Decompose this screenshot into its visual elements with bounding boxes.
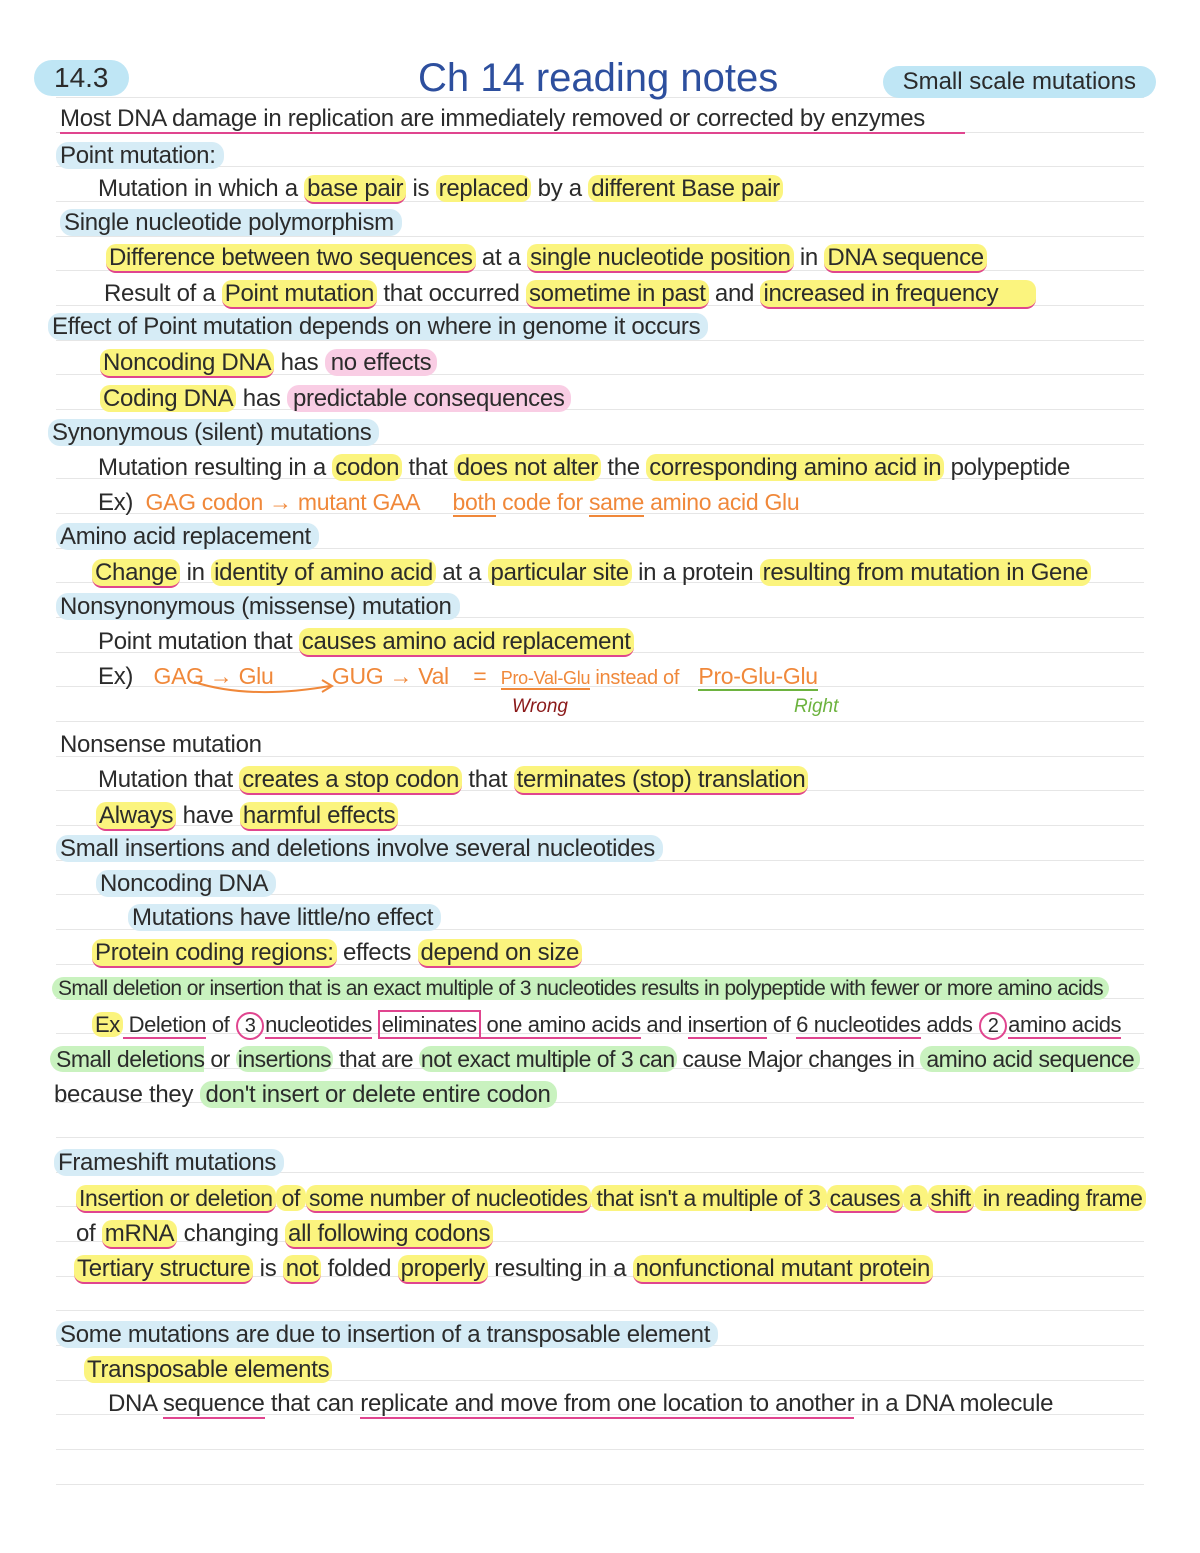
note-line <box>108 1389 1053 1419</box>
note-line <box>92 558 1091 588</box>
highlight: creates a stop codon <box>239 766 462 795</box>
highlight: Coding DNA <box>100 385 236 412</box>
note-heading <box>56 141 224 171</box>
highlight: not exact multiple of 3 can <box>420 1046 675 1072</box>
note-text: replicate and move from one location to another <box>360 1390 855 1417</box>
note-text: has <box>274 349 325 376</box>
highlight: base pair <box>304 175 406 204</box>
highlight: Change <box>92 559 180 588</box>
heading-transposable-insertion: Some mutations are due to insertion of a transposable element <box>56 1321 718 1348</box>
note-heading <box>56 522 319 552</box>
note-text: the <box>600 454 647 481</box>
highlight: Noncoding DNA <box>100 349 274 378</box>
rule-line <box>56 721 1144 722</box>
highlight: particular site <box>488 559 632 586</box>
highlight: a <box>903 1185 928 1211</box>
note-line <box>98 453 1070 483</box>
rule-line <box>56 1484 1144 1485</box>
note-text: Mutation that <box>98 766 240 793</box>
note-text: because they <box>54 1081 200 1108</box>
note-text: Point mutation that <box>98 628 299 655</box>
circled-number: 2 <box>979 1012 1007 1040</box>
note-text: that can <box>264 1390 361 1417</box>
note-line <box>84 1355 332 1385</box>
note-heading <box>48 312 708 342</box>
highlight: increased in frequency <box>760 280 1036 309</box>
note-text: of <box>206 1012 236 1037</box>
note-line <box>128 903 441 933</box>
handwritten-example: code for <box>496 489 589 515</box>
heading-point-mutation: Point mutation: <box>56 142 224 169</box>
note-text: at a <box>435 559 488 586</box>
handwritten-example: instead of <box>590 667 685 689</box>
highlight: Protein coding regions: <box>92 939 337 968</box>
note-text: Mutation resulting in a <box>98 454 333 481</box>
note-text: is <box>406 175 436 202</box>
highlight: Insertion or deletion <box>76 1185 276 1213</box>
note-text: is <box>253 1255 283 1282</box>
highlight: corresponding amino acid in <box>646 454 944 481</box>
note-line <box>54 1080 557 1110</box>
note-line <box>76 1219 493 1249</box>
heading-effect-point-mutation: Effect of Point mutation depends on where in genome it occurs <box>48 313 708 340</box>
note-heading <box>48 418 379 448</box>
rule-line <box>56 1310 1144 1311</box>
highlight: mRNA <box>102 1220 177 1249</box>
note-text: in <box>180 559 212 586</box>
note-text: effects <box>336 939 418 966</box>
note-text: nucleotides <box>265 1012 372 1037</box>
note-text: insertion <box>687 1012 768 1037</box>
highlight: single nucleotide position <box>527 244 793 273</box>
highlight: Small deletion or insertion that is an exact multiple of 3 nucleotides results in polypeptide with fewer or more amino acids <box>52 977 1109 1000</box>
highlight: sometime in past <box>526 280 709 309</box>
highlight: not <box>283 1255 321 1284</box>
note-text: adds <box>920 1012 979 1037</box>
highlight: causes amino acid replacement <box>299 628 634 657</box>
highlight: Tertiary structure <box>74 1255 253 1284</box>
highlight: different Base pair <box>588 175 783 202</box>
highlight: DNA sequence <box>824 244 987 273</box>
handwritten-example: GUG → Val <box>331 663 449 689</box>
heading-nonsense: Nonsense mutation <box>60 731 262 758</box>
note-line <box>98 627 634 657</box>
note-line <box>60 104 965 134</box>
handwritten-example: Pro-Glu-Glu <box>698 663 818 689</box>
note-line <box>52 974 1109 1004</box>
note-text: cause Major changes in <box>676 1046 921 1072</box>
highlight: terminates (stop) translation <box>514 766 809 795</box>
highlight: insertions <box>237 1046 332 1072</box>
handwritten-example: same <box>588 489 645 515</box>
note-text: Most DNA damage in replication are immediately removed or corrected by enzymes <box>60 105 965 134</box>
note-text: Ex) <box>98 489 134 516</box>
note-heading <box>54 1148 284 1178</box>
subheading-transposable-elements: Transposable elements <box>84 1356 332 1383</box>
highlight: replaced <box>436 175 532 202</box>
highlight: some number of nucleotides <box>306 1185 591 1213</box>
note-text: or <box>204 1046 236 1072</box>
note-text: that <box>402 454 454 481</box>
note-text: Result of a <box>104 280 222 307</box>
heading-small-indels: Small insertions and deletions involve several nucleotides <box>56 835 663 862</box>
note-text: polypeptide <box>944 454 1071 481</box>
note-line <box>100 384 571 414</box>
note-text: one amino acids <box>480 1012 641 1037</box>
highlight: harmful effects <box>240 802 398 831</box>
heading-amino-acid-replacement: Amino acid replacement <box>56 523 319 550</box>
note-line <box>98 487 799 518</box>
note-text: that are <box>333 1046 419 1072</box>
highlight: amino acid sequence <box>920 1046 1140 1072</box>
highlight: nonfunctional mutant protein <box>633 1255 933 1284</box>
highlight: Small deletions <box>50 1046 204 1072</box>
highlight: that isn't a multiple of 3 <box>590 1185 827 1211</box>
note-line <box>106 243 987 273</box>
boxed-word: eliminates <box>378 1010 481 1039</box>
note-text: 6 nucleotides <box>796 1012 921 1037</box>
note-text: DNA <box>108 1390 163 1417</box>
note-text: and <box>708 280 761 307</box>
highlight: all following codons <box>285 1220 493 1249</box>
highlight: codon <box>332 454 402 481</box>
note-text: sequence <box>162 1390 265 1417</box>
note-heading <box>56 730 270 760</box>
handwritten-example: GAG → Glu <box>153 663 274 689</box>
subheading-noncoding: Noncoding DNA <box>96 870 276 897</box>
note-line <box>92 1010 1121 1040</box>
note-text: in a DNA molecule <box>854 1390 1054 1417</box>
circled-number: 3 <box>236 1012 264 1040</box>
note-text: Mutations have little/no effect <box>128 904 441 931</box>
heading-frameshift: Frameshift mutations <box>54 1149 284 1176</box>
heading-nonsynonymous: Nonsynonymous (missense) mutation <box>56 593 460 620</box>
note-text: in a protein <box>631 559 760 586</box>
note-text: has <box>236 385 287 412</box>
rule-line <box>56 1449 1144 1450</box>
note-text: Deletion <box>122 1012 207 1037</box>
handwritten-example: GAG codon → mutant GAA <box>145 489 421 515</box>
highlight: shift <box>928 1185 974 1213</box>
note-line <box>74 1254 933 1284</box>
highlight: Always <box>96 802 176 831</box>
note-text: resulting in a <box>487 1255 633 1282</box>
note-heading <box>56 1320 718 1350</box>
handwritten-example: amino acid <box>644 489 765 515</box>
note-line <box>104 279 1036 309</box>
note-text: have <box>176 802 240 829</box>
section-number: 14.3 <box>34 60 129 96</box>
highlight: Ex <box>92 1012 123 1037</box>
highlight: does not alter <box>454 454 601 481</box>
highlight: in reading frame <box>974 1185 1146 1211</box>
note-line <box>76 1183 1146 1213</box>
highlight: identity of amino acid <box>211 559 436 586</box>
handwritten-example: = <box>473 663 487 689</box>
highlight: causes <box>827 1185 903 1213</box>
arrow-icon <box>190 676 350 698</box>
note-text: folded <box>321 1255 398 1282</box>
rule-line <box>56 1137 1144 1138</box>
note-line <box>92 938 582 968</box>
heading-snp: Single nucleotide polymorphism <box>60 209 402 236</box>
highlight: predictable consequences <box>287 385 571 412</box>
handwritten-example: Pro-Val-Glu <box>500 668 591 688</box>
note-line <box>98 174 783 204</box>
highlight: depend on size <box>418 939 583 968</box>
note-text: that <box>462 766 514 793</box>
highlight: Difference between two sequences <box>106 244 476 273</box>
handwritten-example: both <box>452 489 497 515</box>
note-text: of <box>76 1220 102 1247</box>
note-text: amino acids <box>1008 1012 1122 1037</box>
highlight: Point mutation <box>222 280 377 309</box>
right-label: Right <box>794 696 839 717</box>
note-heading <box>56 834 663 864</box>
note-line <box>100 348 437 378</box>
note-line <box>50 1044 1140 1074</box>
note-text: changing <box>177 1220 286 1247</box>
heading-synonymous: Synonymous (silent) mutations <box>48 419 379 446</box>
note-heading <box>60 208 402 238</box>
note-heading <box>56 592 460 622</box>
note-text: Ex) <box>98 663 134 690</box>
note-line <box>96 801 398 831</box>
highlight: no effects <box>325 349 438 376</box>
highlight: of <box>275 1185 306 1211</box>
note-text: Mutation in which a <box>98 175 305 202</box>
note-text: at a <box>475 244 528 271</box>
highlight: properly <box>398 1255 488 1284</box>
note-line <box>96 869 276 899</box>
note-text: that occurred <box>377 280 526 307</box>
note-text: in <box>793 244 825 271</box>
highlight: resulting from mutation in Gene <box>760 559 1092 586</box>
note-text: and <box>640 1012 688 1037</box>
page-title: Ch 14 reading notes <box>418 56 779 100</box>
wrong-label: Wrong <box>512 696 568 717</box>
note-text <box>372 1012 378 1037</box>
highlight: don't insert or delete entire codon <box>200 1081 557 1108</box>
note-text: of <box>767 1012 797 1037</box>
handwritten-example: Glu <box>764 489 800 515</box>
note-text: by a <box>531 175 589 202</box>
topic-label: Small scale mutations <box>883 66 1156 98</box>
note-line <box>98 765 808 795</box>
